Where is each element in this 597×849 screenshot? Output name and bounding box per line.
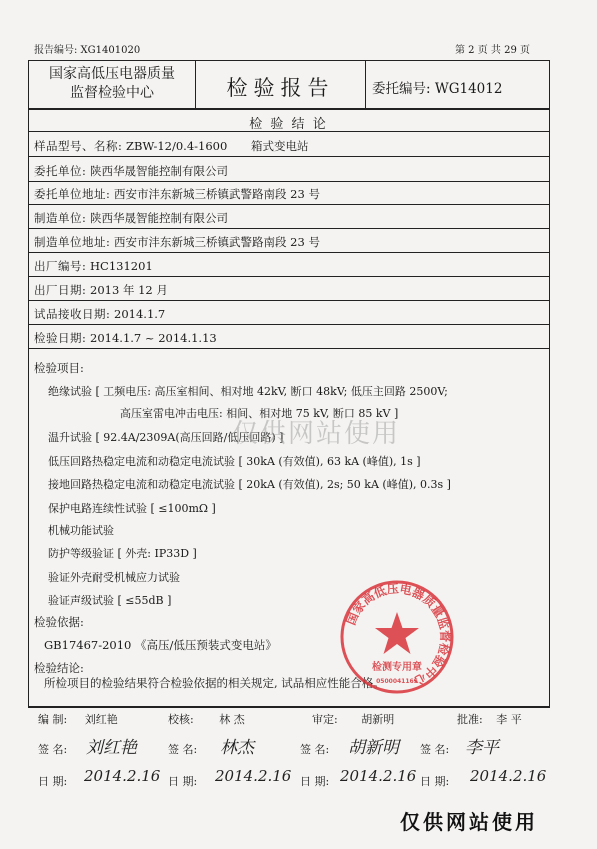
sign-label-3: 签 名:: [300, 743, 330, 756]
star-icon: [375, 612, 419, 654]
item-temperature-rise: 温升试验 [ 92.4A/2309A(高压回路/低压回路) ]: [48, 431, 284, 444]
sign-label-4: 签 名:: [420, 743, 450, 756]
roles-check: 校核: 林 杰: [168, 713, 245, 726]
info-row-test-date: 检验日期: 2014.1.7 ~ 2014.1.13: [34, 331, 217, 345]
basis-text: GB17467-2010 《高压/低压预装式变电站》: [44, 638, 277, 652]
info-value: ZBW-12/0.4-1600: [126, 139, 228, 153]
basis-title: 检验依据:: [34, 615, 84, 629]
items-title: 检验项目:: [34, 361, 84, 375]
footer-watermark: 仅供网站使用: [400, 810, 538, 834]
date-compiler: 2014.2.16: [84, 767, 161, 785]
item-insulation: 绝缘试验 [ 工频电压: 高压室相间、相对地 42kV, 断口 48kV; 低压主回路 2500V;: [48, 385, 448, 398]
roles-approve: 批准: 李 平: [457, 713, 522, 726]
info-row-client: 委托单位: 陕西华晟智能控制有限公司: [34, 164, 229, 178]
org-name: [29, 65, 195, 103]
item-ip-degree: 防护等级验证 [ 外壳: IP33D ]: [48, 547, 197, 560]
info-row-factory-date: 出厂日期: 2013 年 12 月: [34, 283, 168, 297]
sign-label-1: 签 名:: [38, 743, 68, 756]
page-number: 第 2 页 共 29 页: [455, 45, 530, 56]
roles-row: 编 制: 刘红艳: [38, 713, 118, 726]
date-label-3: 日 期:: [300, 775, 330, 788]
org-line1: 国家高低压电器质量: [49, 66, 175, 82]
seal-ring-text: 国家高低压电器质量监督检验中心: [343, 581, 453, 689]
date-label-4: 日 期:: [420, 775, 450, 788]
date-approver: 2014.2.16: [470, 767, 547, 785]
date-label-2: 日 期:: [168, 775, 198, 788]
info-extra: 箱式变电站: [250, 139, 309, 153]
item-sound-level: 验证声级试验 [ ≤55dB ]: [48, 594, 172, 607]
conclusion-title: 检验结论:: [34, 661, 84, 675]
item-lv-stability: 低压回路热稳定电流和动稳定电流试验 [ 30kA (有效值), 63 kA (峰值), 1s ]: [48, 455, 421, 468]
date-reviewer: 2014.2.16: [340, 767, 417, 785]
info-row-serial: 出厂编号: HC131201: [34, 259, 153, 273]
sign-label-2: 签 名:: [168, 743, 198, 756]
info-row-manufacturer-address: 制造单位地址: 西安市沣东新城三桥镇武警路南段 23 号: [34, 235, 320, 249]
signature-compiler: 刘红艳: [86, 738, 137, 758]
inspection-seal: [338, 578, 456, 696]
roles-review: 审定: 胡新明: [312, 713, 395, 726]
signature-checker: 林杰: [220, 738, 254, 758]
date-checker: 2014.2.16: [215, 767, 292, 785]
info-row-model: 样品型号、名称: ZBW-12/0.4-1600 箱式变电站: [34, 139, 309, 153]
signature-reviewer: 胡新明: [348, 738, 399, 758]
item-mechanical: 机械功能试验: [48, 524, 114, 537]
org-line2: 监督检验中心: [70, 85, 154, 101]
info-row-client-address: 委托单位地址: 西安市沣东新城三桥镇武警路南段 23 号: [34, 187, 320, 201]
commission-number: 委托编号: WG14012: [372, 81, 503, 97]
report-number: 报告编号: XG1401020: [34, 45, 141, 56]
section-title: 检 验 结 论: [249, 117, 328, 132]
item-earth-stability: 接地回路热稳定电流和动稳定电流试验 [ 20kA (有效值), 2s; 50 kA (峰值), 0.3s ]: [48, 478, 451, 491]
item-mechanical-stress: 验证外壳耐受机械应力试验: [48, 571, 180, 584]
watermark: 仅供网站使用: [232, 419, 401, 449]
conclusion-text: 所检项目的检验结果符合检验依据的相关规定, 试品相应性能合格。: [44, 676, 385, 690]
signature-approver: 李平: [465, 738, 499, 758]
seal-number: 0500041165: [376, 678, 418, 685]
seal-inner-text: 检测专用章: [372, 662, 422, 673]
item-insulation-impulse: 高压室雷电冲击电压: 相间、相对地 75 kV, 断口 85 kV ]: [120, 407, 399, 420]
info-row-receive-date: 试品接收日期: 2014.1.7: [34, 307, 166, 321]
item-protective-circuit: 保护电路连续性试验 [ ≤100mΩ ]: [48, 502, 216, 515]
report-title: 检验报告: [226, 76, 335, 100]
date-label-1: 日 期:: [38, 775, 68, 788]
info-row-manufacturer: 制造单位: 陕西华晟智能控制有限公司: [34, 211, 229, 225]
